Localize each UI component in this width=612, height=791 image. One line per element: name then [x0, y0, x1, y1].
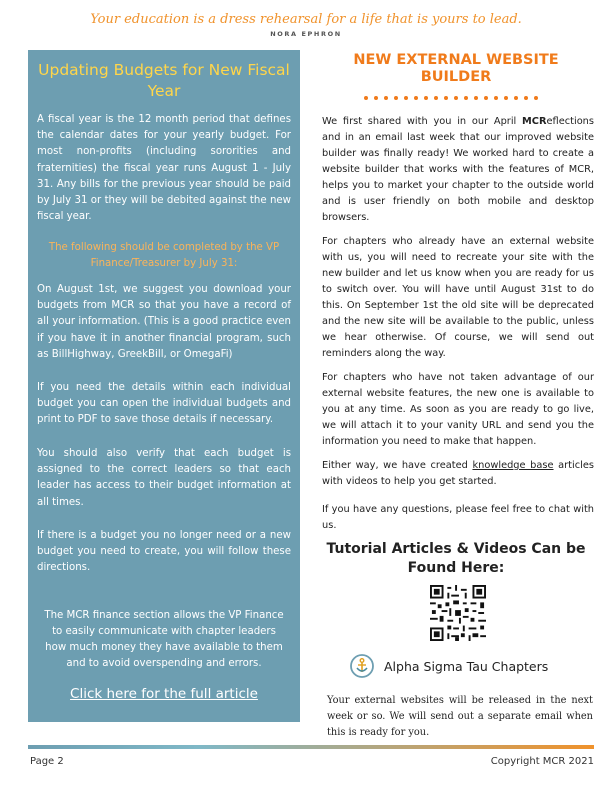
existing-site-paragraph: For chapters who already have an external website with us, you will need to recreate your site with the new builder and let us know when you are ready for us to switch over. You will have until August 31st to do this. On September 1st the old site will be deprecated and the new site will be available to the public, unless we hear otherwise. Of course, we will send out reminders along the way. [322, 236, 594, 359]
mcr-bold: MCR [522, 116, 547, 127]
anchor-logo-icon [350, 654, 374, 678]
header-quote: Your education is a dress rehearsal for a life that is yours to lead. [90, 12, 522, 27]
full-article-link[interactable]: Click here for the full article [70, 686, 258, 702]
knowledge-base-link[interactable]: knowledge base [472, 460, 554, 471]
print-budgets-paragraph: If you need the details within each individual budget you can open the individual budgets and print to PDF to save those details if necessary. [37, 382, 291, 426]
intro-text-rest: eflections and in an email last week that our improved website builder was finally ready! We worked hard to create a website builder that works with the features of MCR, helps you to market your chapter to the outside world and is user friendly on both mobile and desktop browsers. [322, 116, 594, 223]
new-site-paragraph: For chapters who have not taken advantage of our external website features, the new one is available to you at any time. As soon as you are ready to go live, we will attach it to your vanity URL and send you the information you need to make that happen. [322, 372, 594, 447]
website-intro-paragraph [322, 114, 594, 226]
alpha-sigma-tau-chapters-link[interactable]: Alpha Sigma Tau Chapters [384, 659, 549, 674]
fiscal-year-intro: A fiscal year is the 12 month period that defines the calendar dates for your yearly budget. For most non-profits (including sororities and fraternities) the fiscal year runs August 1 - July 31. Any bills for the previous year should be paid by July 31 or they will be debited against the new fiscal year. [37, 114, 291, 223]
fiscal-year-title: Updating Budgets for New Fiscal Year [38, 61, 290, 100]
footer-divider [28, 745, 594, 749]
new-budget-paragraph: If there is a budget you no longer need or a new budget you need to create, you will follow these directions. [37, 530, 291, 574]
release-notice: Your external websites will be released in the next week or so. We will send out a separate email when this is ready for you. [327, 695, 593, 738]
knowledge-base-paragraph [322, 458, 594, 490]
finance-section-paragraph: The MCR finance section allows the VP Finance to easily communicate with chapter leaders how much money they have available to them and to avoid overspending and errors. [44, 610, 284, 669]
quote-author: NORA EPHRON [270, 30, 342, 38]
kb-text-start: Either way, we have created [322, 460, 473, 471]
website-builder-title: NEW EXTERNAL WEBSITE BUILDER [353, 52, 559, 85]
copyright-notice: Copyright MCR 2021 [490, 756, 594, 767]
verify-leaders-paragraph: You should also verify that each budget is assigned to the correct leaders so that each leader has access to their budget information at all times. [37, 448, 291, 508]
fiscal-year-panel [28, 50, 300, 722]
qr-code-icon[interactable] [430, 585, 486, 641]
intro-text-start: We first shared with you in our April [322, 116, 523, 127]
tutorial-title: Tutorial Articles & Videos Can be Found Here: [326, 541, 586, 576]
download-budgets-paragraph: On August 1st, we suggest you download your budgets from MCR so that you have a record of all your information. (This is a good practice even if you have it in another financial program, such as BillHighway, GreekBill, or OmegaFi) [37, 284, 291, 360]
vp-finance-highlight: The following should be completed by the VP Finance/Treasurer by July 31: [48, 242, 280, 269]
questions-paragraph: If you have any questions, please feel free to chat with us. [322, 504, 594, 531]
kb-text-rest: articles with videos to help you get started. [322, 460, 594, 487]
page-number: Page 2 [30, 756, 64, 767]
dotted-divider [362, 93, 542, 103]
